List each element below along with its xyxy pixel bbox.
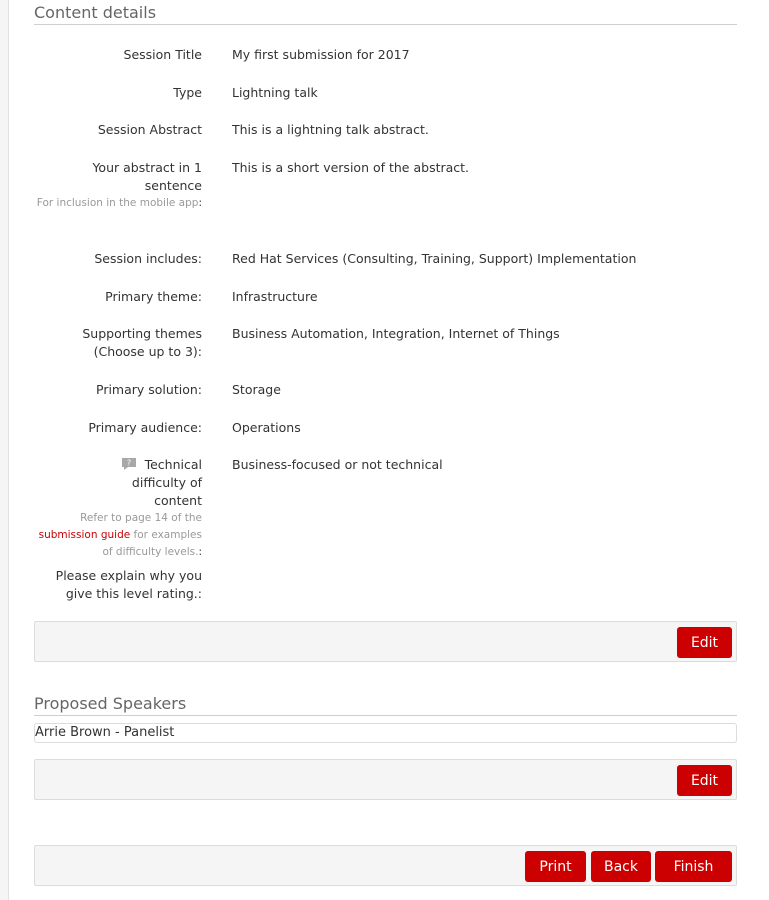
field-hint	[34, 510, 202, 561]
field-label: Session Title	[123, 47, 202, 62]
field-value: Infrastructure	[232, 289, 318, 304]
comment-help-icon[interactable]	[121, 457, 137, 471]
hint-text-before: Refer to page 14 of the	[80, 512, 202, 524]
field-label-text: Your abstract in 1 sentence	[92, 160, 202, 193]
field-label: Session includes:	[94, 251, 202, 266]
field-label: Please explain why you give this level rating.:	[55, 568, 202, 601]
field-value: Business-focused or not technical	[232, 457, 443, 472]
field-value: Storage	[232, 382, 281, 397]
edit-content-button[interactable]: Edit	[677, 627, 732, 658]
field-label: Primary audience:	[88, 420, 202, 435]
submission-review-panel	[8, 0, 769, 900]
finish-button[interactable]: Finish	[655, 851, 732, 882]
field-hint	[34, 195, 202, 212]
edit-speakers-button[interactable]: Edit	[677, 765, 732, 796]
field-label: Session Abstract	[97, 122, 202, 137]
hint-text-after: for examples of difficulty levels.	[102, 529, 202, 558]
field-label: Primary solution:	[96, 382, 202, 397]
field-value: This is a short version of the abstract.	[232, 160, 470, 175]
content-details-heading: Content details	[34, 3, 737, 25]
speakers-actions-bar	[34, 759, 737, 800]
field-value: Lightning talk	[232, 85, 318, 100]
label-suffix: :	[198, 546, 202, 558]
field-value: Operations	[232, 420, 301, 435]
field-value: Business Automation, Integration, Internet of Things	[232, 326, 560, 341]
field-value: My first submission for 2017	[232, 47, 410, 62]
label-suffix: :	[198, 197, 202, 209]
footer-actions-bar	[34, 845, 737, 886]
field-label: Type	[173, 85, 202, 100]
hint-text: For inclusion in the mobile app	[36, 197, 199, 209]
back-button[interactable]: Back	[591, 851, 651, 882]
proposed-speakers-heading: Proposed Speakers	[34, 694, 737, 716]
submission-guide-link[interactable]: submission guide	[38, 529, 131, 541]
field-value: Red Hat Services (Consulting, Training, Support) Implementation	[232, 251, 637, 266]
speaker-list-item: Arrie Brown - Panelist	[34, 723, 737, 743]
svg-text:?: ?	[126, 458, 131, 468]
field-label	[34, 456, 202, 561]
field-label	[34, 159, 202, 212]
field-value: This is a lightning talk abstract.	[232, 122, 429, 137]
print-button[interactable]: Print	[525, 851, 586, 882]
field-label: Primary theme:	[105, 289, 202, 304]
content-actions-bar	[34, 621, 737, 662]
field-label-text: Technical difficulty of content	[131, 457, 202, 508]
field-label: Supporting themes (Choose up to 3):	[82, 326, 202, 359]
